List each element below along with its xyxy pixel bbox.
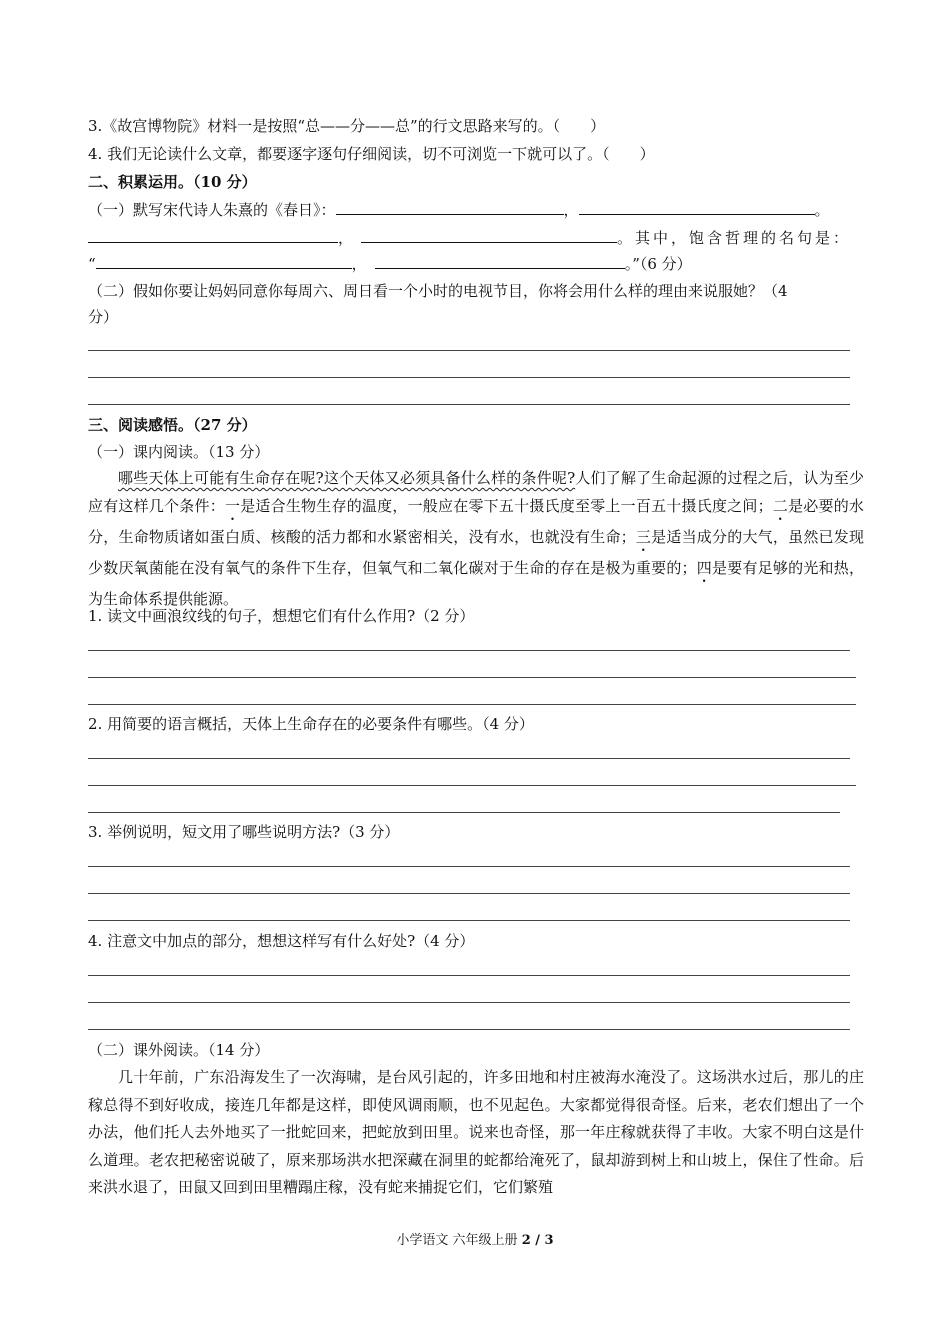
reading-question-1: 1. 读文中画浪纹线的句子，想想它们有什么作用?（2 分） — [88, 607, 475, 625]
section3-title: 三、阅读感悟。（27 分） — [88, 416, 257, 434]
answer-blank[interactable] — [88, 227, 338, 243]
open-quote: “ — [88, 255, 96, 273]
answer-line[interactable] — [88, 350, 850, 351]
answer-line[interactable] — [88, 1002, 850, 1003]
reading-question-4: 4. 注意文中加点的部分，想想这样写有什么好处?（4 分） — [88, 932, 475, 950]
passage-text: 是适合生物生存的温度，一般应在零下五十摄氏度至零上一百五十摄氏度之间； — [240, 496, 773, 515]
section2-title: 二、积累运用。（10 分） — [88, 173, 257, 191]
persuade-question-line1: （二）假如你要让妈妈同意你每周六、周日看一个小时的电视节目，你将会用什么样的理由来说服她？（4 — [88, 282, 788, 300]
poem-prompt-line2 — [88, 227, 864, 248]
dotted-word-3: 三 — [635, 527, 652, 546]
wavy-sentence-2: 这个天体又必须具备什么样的条件呢? — [323, 469, 576, 487]
extra-passage: 几十年前，广东沿海发生了一次海啸，是台风引起的，许多田地和村庄被海水淹没了。这场洪水过后，那儿的庄稼总得不到好收成，接连几年都是这样，即使风调雨顺，也不见起色。大家都觉得很奇怪。后来，老农们想出了一个办法，他们托人去外地买了一批蛇回来，把蛇放到田里。说来也奇怪，那一年庄稼就获得了丰收。大家不明白这是什么道理。老农把秘密说破了，原来那场洪水把深藏在洞里的蛇都给淹死了，鼠却游到树上和山坡上，保住了性命。后来洪水退了，田鼠又回到田里糟蹋庄稼，没有蛇来捕捉它们，它们繁殖 — [88, 1068, 864, 1197]
answer-line[interactable] — [88, 975, 850, 976]
passage-text: 人们了解了生命起源的过程之后，认为至少应有这样几个条件： — [88, 469, 864, 515]
poem-prompt-mid: 。其中，饱含哲理的名句是： — [617, 229, 852, 247]
answer-line[interactable] — [88, 893, 850, 894]
wavy-sentence-1: 哪些天体上可能有生命存在呢? — [118, 469, 324, 487]
answer-blank[interactable] — [579, 199, 815, 215]
answer-blank[interactable] — [361, 227, 617, 243]
comma: ， — [338, 229, 354, 247]
passage-text: 是要有足够的光和热，为生命体系提供能源。 — [88, 558, 864, 608]
passage-text: 是必要的水分，生命物质诸如蛋白质、核酸的活力都和水紧密相关，没有水，也就没有生命； — [88, 496, 864, 546]
extra-reading-title: （二）课外阅读。（14 分） — [88, 1041, 270, 1059]
answer-line[interactable] — [88, 866, 850, 867]
footer-text: 小学语文 六年级上册 — [396, 1233, 522, 1248]
dotted-word-2: 二 — [772, 496, 789, 515]
in-class-reading-title: （一）课内阅读。（13 分） — [88, 443, 270, 461]
answer-blank[interactable] — [375, 253, 625, 269]
answer-line[interactable] — [88, 812, 840, 813]
answer-line[interactable] — [88, 1029, 850, 1030]
judge-question-3: 3.《故宫博物院》材料一是按照“总——分——总”的行文思路来写的。（ ） — [88, 117, 606, 135]
comma: ， — [563, 201, 579, 219]
poem-prompt-intro: （一）默写宋代诗人朱熹的《春日》： — [88, 201, 336, 219]
passage-text: 是适当成分的大气，虽然已发现少数厌氧菌能在没有氧气的条件下生存，但氧气和二氧化碳对于生命的存在是极为重要的； — [88, 527, 864, 577]
answer-blank[interactable] — [336, 199, 564, 215]
poem-prompt-line3 — [88, 253, 692, 274]
judge-question-4: 4. 我们无论读什么文章，都要逐字逐句仔细阅读，切不可浏览一下就可以了。（ ） — [88, 145, 655, 163]
persuade-question-line2: 分） — [88, 308, 119, 326]
answer-line[interactable] — [88, 650, 850, 651]
answer-line[interactable] — [88, 920, 850, 921]
reading-question-3: 3. 举例说明，短文用了哪些说明方法?（3 分） — [88, 823, 400, 841]
answer-blank[interactable] — [96, 253, 352, 269]
period: 。 — [814, 201, 830, 219]
poem-prompt-line1 — [88, 199, 830, 220]
points-note: 。”（6 分） — [624, 255, 692, 273]
reading-question-2: 2. 用简要的语言概括，天体上生命存在的必要条件有哪些。（4 分） — [88, 715, 534, 733]
comma: ， — [351, 255, 367, 273]
answer-line[interactable] — [88, 758, 850, 759]
page-number: 2 / 3 — [521, 1233, 554, 1248]
answer-line[interactable] — [88, 677, 856, 678]
page-footer — [0, 1229, 950, 1248]
answer-line[interactable] — [88, 785, 856, 786]
dotted-word-4: 四 — [696, 558, 713, 577]
in-class-passage — [88, 465, 864, 613]
dotted-word-1: 一 — [224, 496, 241, 515]
answer-line[interactable] — [88, 704, 856, 705]
answer-line[interactable] — [88, 377, 850, 378]
answer-line[interactable] — [88, 404, 850, 405]
